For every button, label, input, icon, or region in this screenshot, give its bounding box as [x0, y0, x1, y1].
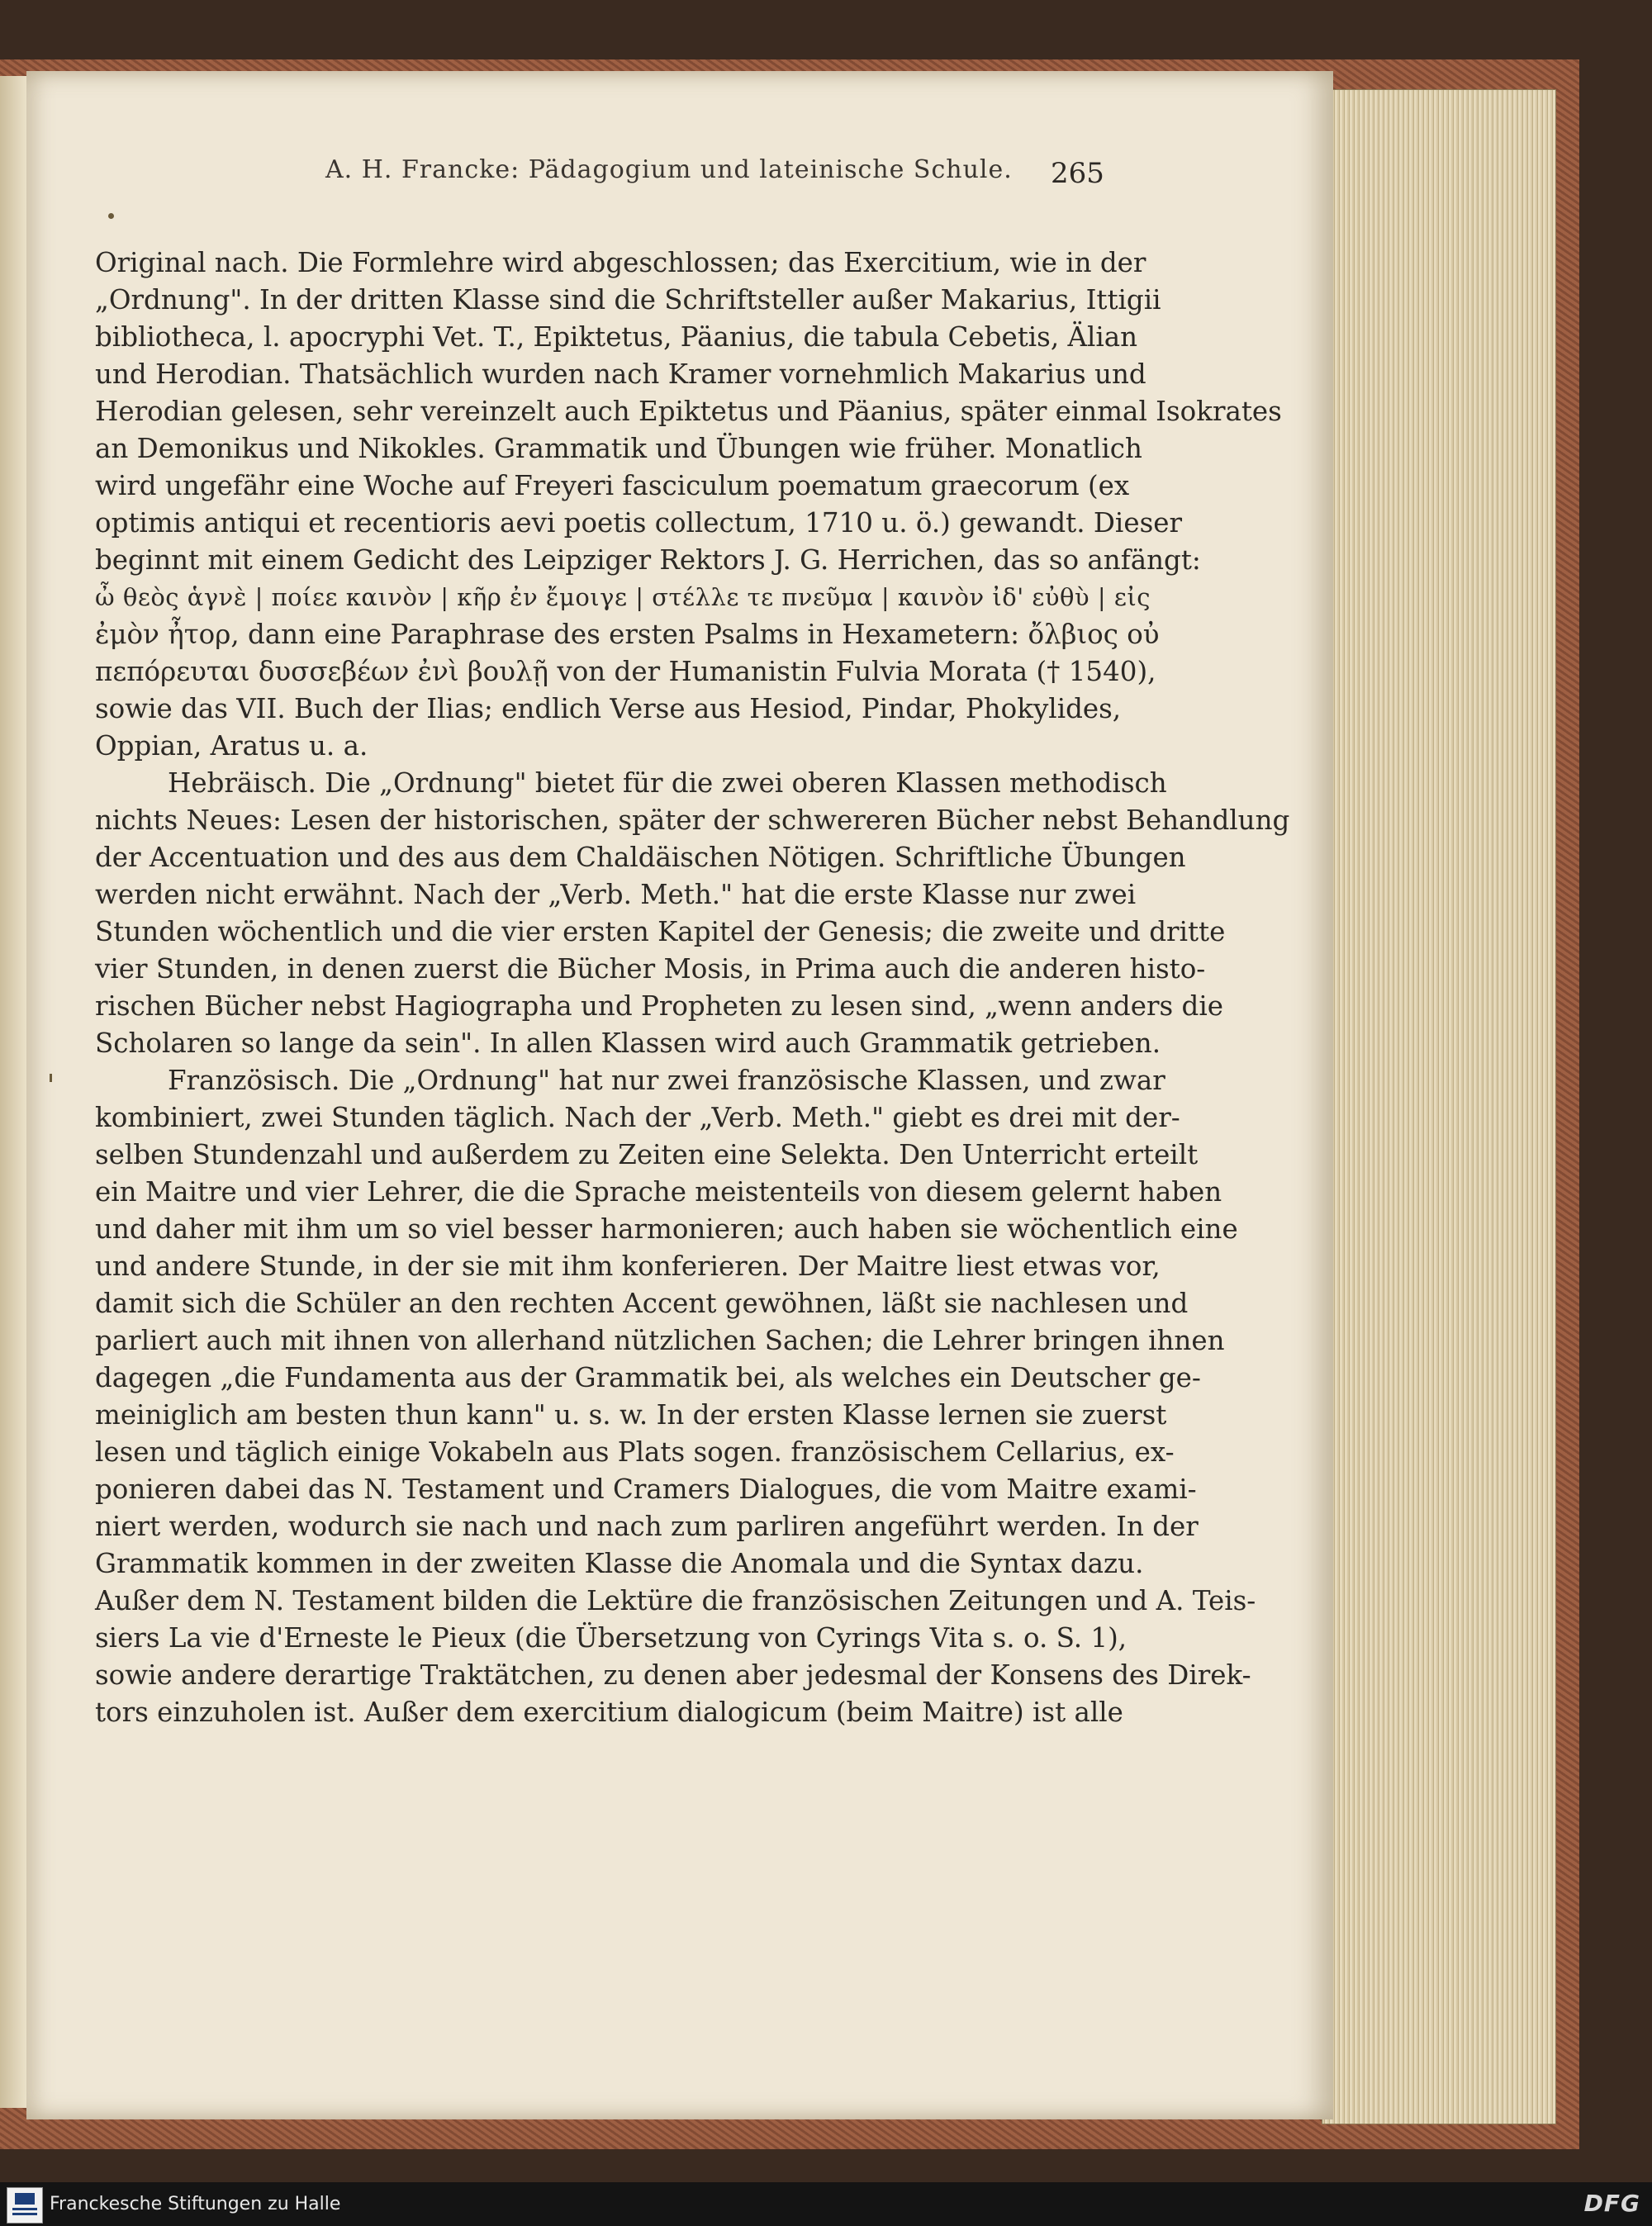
text-line: optimis antiqui et recentioris aevi poetis collectum, 1710 u. ö.) gewandt. Dieser	[95, 507, 1183, 539]
text-line: ἐμὸν ἦτορ, dann eine Paraphrase des ersten Psalms in Hexametern: ὄλβιος οὐ	[95, 619, 1160, 650]
text-line: Stunden wöchentlich und die vier ersten Kapitel der Genesis; die zweite und dritte	[95, 916, 1226, 947]
text-line: vier Stunden, in denen zuerst die Bücher Mosis, in Prima auch die anderen histo-	[95, 953, 1206, 985]
text-line: und Herodian. Thatsächlich wurden nach Kramer vornehmlich Makarius und	[95, 358, 1146, 390]
text-line: ein Maitre und vier Lehrer, die die Sprache meistenteils von diesem gelernt haben	[95, 1176, 1222, 1208]
text-line: tors einzuholen ist. Außer dem exercitium dialogicum (beim Maitre) ist alle	[95, 1697, 1123, 1728]
text-line: rischen Bücher nebst Hagiographa und Propheten zu lesen sind, „wenn anders die	[95, 990, 1223, 1022]
text-line: niert werden, wodurch sie nach und nach zum parliren angeführt werden. In der	[95, 1511, 1199, 1542]
text-line: beginnt mit einem Gedicht des Leipziger Rektors J. G. Herrichen, das so anfängt:	[95, 544, 1201, 576]
paragraph-hebraeisch: Hebräisch. Die „Ordnung" bietet für die zwei oberen Klassen methodisch	[168, 767, 1167, 799]
text-line: wird ungefähr eine Woche auf Freyeri fasciculum poematum graecorum (ex	[95, 470, 1130, 501]
running-title: A. H. Francke: Pädagogium und lateinische Schule.	[325, 155, 1013, 184]
text-line: dagegen „die Fundamenta aus der Grammatik bei, als welches ein Deutscher ge-	[95, 1362, 1201, 1393]
text-line: damit sich die Schüler an den rechten Accent gewöhnen, läßt sie nachlesen und	[95, 1288, 1189, 1319]
text-line: werden nicht erwähnt. Nach der „Verb. Meth." hat die erste Klasse nur zwei	[95, 879, 1137, 910]
institution-name: Franckesche Stiftungen zu Halle	[50, 2194, 341, 2214]
text-line: an Demonikus und Nikokles. Grammatik und Übungen wie früher. Monatlich	[95, 433, 1142, 464]
text-line: Herodian gelesen, sehr vereinzelt auch Epiktetus und Päanius, später einmal Isokrates	[95, 396, 1282, 427]
text-line: und daher mit ihm um so viel besser harmonieren; auch haben sie wöchentlich eine	[95, 1213, 1238, 1245]
dfg-logo: DFG	[1583, 2190, 1640, 2217]
text-line: Scholaren so lange da sein". In allen Klassen wird auch Grammatik getrieben.	[95, 1028, 1161, 1059]
text-line: kombiniert, zwei Stunden täglich. Nach der „Verb. Meth." giebt es drei mit der-	[95, 1102, 1180, 1133]
paragraph-franzoesisch: Französisch. Die „Ordnung" hat nur zwei französische Klassen, und zwar	[168, 1065, 1165, 1096]
text-line: nichts Neues: Lesen der historischen, später der schwereren Bücher nebst Behandlung	[95, 804, 1290, 836]
page-number: 265	[1051, 157, 1104, 190]
text-line: bibliotheca, l. apocryphi Vet. T., Epiktetus, Päanius, die tabula Cebetis, Älian	[95, 321, 1138, 353]
text-line: sowie das VII. Buch der Ilias; endlich Verse aus Hesiod, Pindar, Phokylides,	[95, 693, 1122, 724]
francke-foundation-logo-icon	[7, 2187, 43, 2224]
text-line: Oppian, Aratus u. a.	[95, 730, 368, 762]
text-line: parliert auch mit ihnen von allerhand nützlichen Sachen; die Lehrer bringen ihnen	[95, 1325, 1225, 1356]
running-head	[0, 155, 1652, 205]
text-line: ponieren dabei das N. Testament und Cramers Dialogues, die vom Maitre exami-	[95, 1474, 1197, 1505]
text-line: sowie andere derartige Traktätchen, zu denen aber jedesmal der Konsens des Direk-	[95, 1659, 1251, 1691]
text-line: und andere Stunde, in der sie mit ihm konferieren. Der Maitre liest etwas vor,	[95, 1251, 1161, 1282]
text-line: selben Stundenzahl und außerdem zu Zeiten eine Selekta. Den Unterricht erteilt	[95, 1139, 1199, 1170]
text-line: πεπόρευται δυσσεβέων ἐνὶ βουλῇ von der Humanistin Fulvia Morata († 1540),	[95, 656, 1156, 687]
text-line: meiniglich am besten thun kann" u. s. w. In der ersten Klasse lernen sie zuerst	[95, 1399, 1167, 1431]
viewer-footer	[0, 2182, 1652, 2226]
margin-tick-mark	[50, 1074, 52, 1082]
text-line: Grammatik kommen in der zweiten Klasse die Anomala und die Syntax dazu.	[95, 1548, 1144, 1579]
text-line: Original nach. Die Formlehre wird abgeschlossen; das Exercitium, wie in der	[95, 247, 1146, 278]
page-body-text	[95, 244, 1290, 1731]
margin-dot-mark	[108, 213, 114, 219]
text-line: lesen und täglich einige Vokabeln aus Plats sogen. französischem Cellarius, ex-	[95, 1436, 1175, 1468]
page-block-edges	[1322, 89, 1556, 2124]
text-line: der Accentuation und des aus dem Chaldäischen Nötigen. Schriftliche Übungen	[95, 842, 1186, 873]
text-line: „Ordnung". In der dritten Klasse sind die Schriftsteller außer Makarius, Ittigii	[95, 284, 1161, 316]
greek-text-line: ὦ θεὸς ἁγνὲ | ποίεε καινὸν | κῆρ ἐν ἔμοιγε | στέλλε τε πνεῦμα | καινὸν ἰδ' εὐθὺ | εἰς	[95, 583, 1151, 611]
text-line: siers La vie d'Erneste le Pieux (die Übersetzung von Cyrings Vita s. o. S. 1),	[95, 1622, 1127, 1654]
text-line: Außer dem N. Testament bilden die Lektüre die französischen Zeitungen und A. Teis-	[95, 1585, 1256, 1616]
